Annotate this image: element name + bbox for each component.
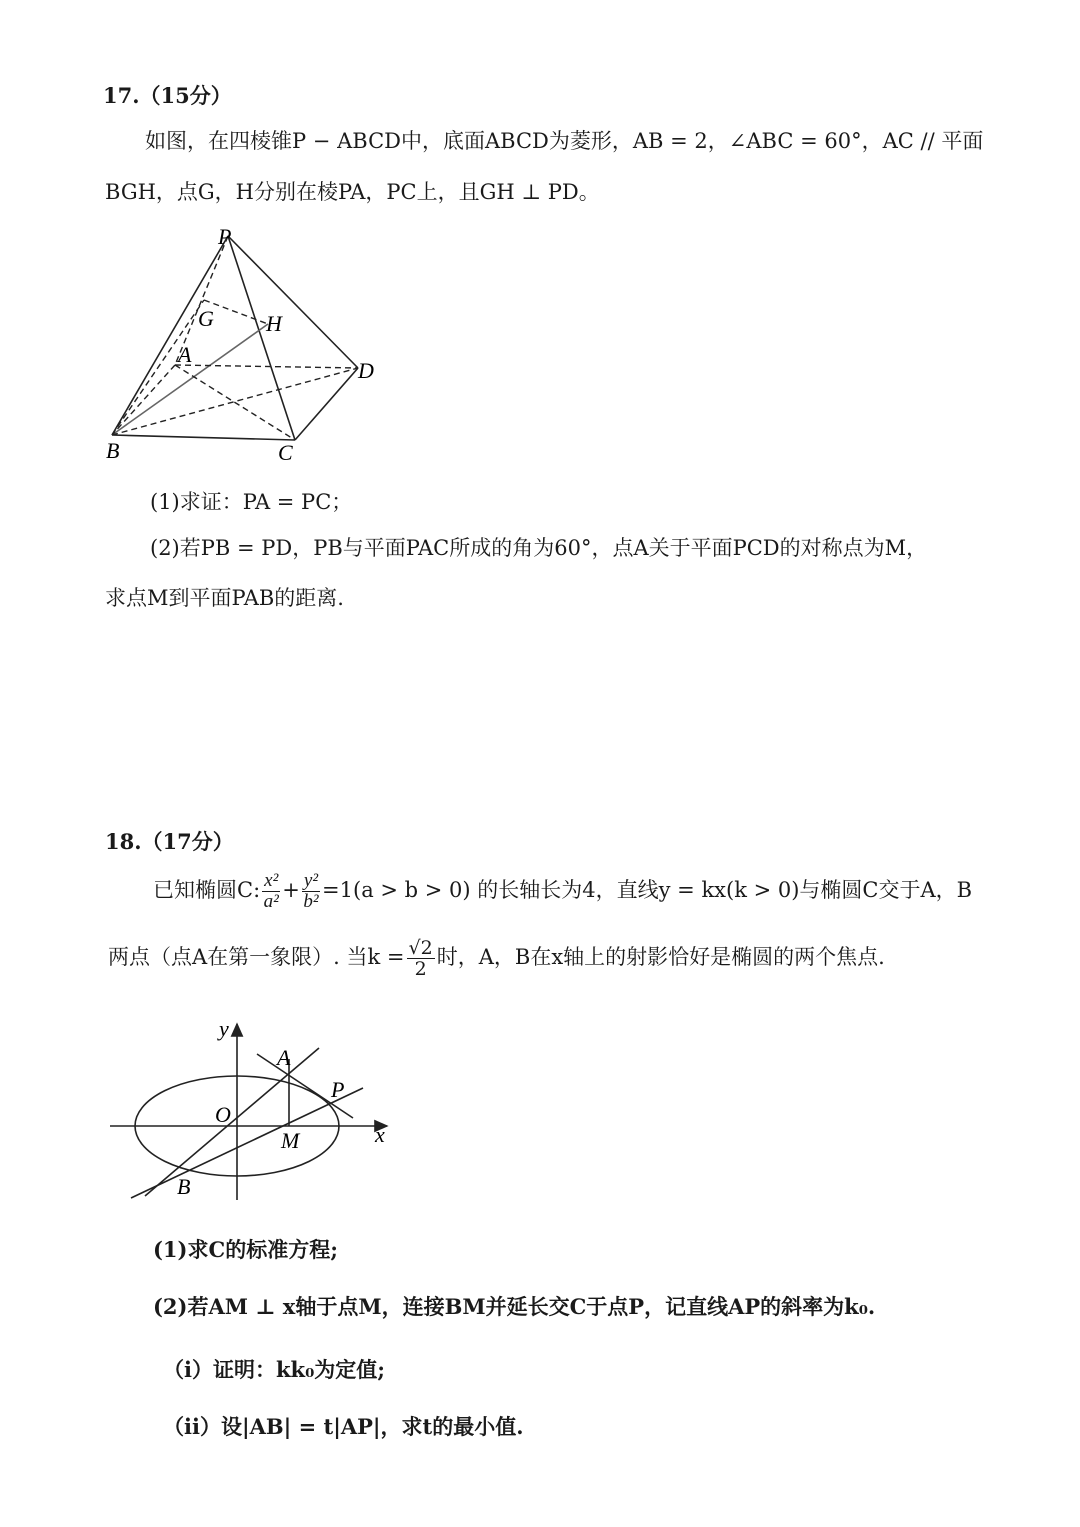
q18-stem-pre: 已知椭圆C: bbox=[153, 878, 261, 902]
q18-sub-i: （i）证明：kk₀为定值; bbox=[163, 1357, 386, 1382]
label-G: G bbox=[198, 306, 214, 331]
label-C: C bbox=[278, 440, 293, 465]
fraction-y2-b2 bbox=[302, 871, 320, 912]
q18-stem-post: =1(a > b > 0) 的长轴长为4，直线y = kx(k > 0)与椭圆C交于A，B bbox=[322, 878, 973, 902]
q18-stem-line2 bbox=[108, 932, 885, 982]
label-A: A bbox=[277, 1045, 291, 1070]
label-M: M bbox=[281, 1128, 300, 1153]
label-B: B bbox=[177, 1174, 191, 1199]
label-H: H bbox=[266, 311, 282, 336]
q17-part2-line1: (2)若PB = PD，PB与平面PAC所成的角为60°，点A关于平面PCD的对称点为M， bbox=[150, 536, 928, 560]
edge-CD bbox=[295, 368, 358, 440]
q17-stem-line2: BGH，点G，H分别在棱PA，PC上，且GH ⊥ PD。 bbox=[105, 180, 600, 204]
segment-BG bbox=[112, 300, 204, 435]
q17-stem-line1: 如图，在四棱锥P − ABCD中，底面ABCD为菱形，AB = 2，∠ABC = 60°，AC // 平面 bbox=[145, 129, 984, 153]
frac1-denominator: a² bbox=[263, 891, 279, 912]
q17-header: 17.（15分） bbox=[103, 83, 232, 108]
q18-stem-line1 bbox=[153, 868, 972, 912]
diag-AC bbox=[175, 365, 295, 440]
frac3-denominator: 2 bbox=[414, 958, 427, 980]
edge-PD bbox=[228, 236, 358, 368]
edge-AD bbox=[175, 365, 358, 368]
edge-BC bbox=[112, 435, 295, 440]
frac3-numerator: √2 bbox=[408, 937, 433, 959]
q18-line2-pre: 两点（点A在第一象限）. 当k = bbox=[108, 945, 405, 969]
q18-header: 18.（17分） bbox=[105, 829, 234, 854]
q17-part2-line2: 求点M到平面PAB的距离. bbox=[105, 586, 344, 610]
label-B: B bbox=[106, 438, 120, 463]
q18-line2-post: 时，A，B在x轴上的射影恰好是椭圆的两个焦点. bbox=[436, 945, 885, 969]
label-y: y bbox=[219, 1016, 229, 1041]
q18-sub-ii: （ii）设|AB| = t|AP|，求t的最小值. bbox=[163, 1414, 524, 1439]
edge-AB bbox=[112, 365, 175, 435]
label-O: O bbox=[215, 1102, 231, 1127]
q18-part1: (1)求C的标准方程; bbox=[153, 1237, 338, 1262]
fraction-sqrt2-over-2 bbox=[407, 938, 435, 979]
q18-part2: (2)若AM ⊥ x轴于点M，连接BM并延长交C于点P，记直线AP的斜率为k₀. bbox=[153, 1294, 876, 1319]
label-P: P bbox=[218, 224, 232, 249]
line-BP bbox=[131, 1088, 363, 1198]
label-P: P bbox=[331, 1077, 345, 1102]
plus-sign: + bbox=[282, 878, 300, 902]
frac2-numerator: y² bbox=[303, 870, 319, 891]
pyramid-figure bbox=[100, 220, 400, 470]
edge-PC bbox=[228, 236, 295, 440]
ellipse-figure bbox=[105, 1010, 405, 1205]
frac1-numerator: x² bbox=[264, 870, 279, 891]
label-A: A bbox=[178, 342, 192, 367]
edge-PB bbox=[112, 236, 228, 435]
label-D: D bbox=[358, 358, 374, 383]
label-x: x bbox=[375, 1122, 385, 1147]
frac2-denominator: b² bbox=[303, 891, 319, 912]
fraction-x2-a2 bbox=[262, 871, 280, 912]
q17-part1: (1)求证：PA = PC； bbox=[150, 490, 353, 514]
diag-BD bbox=[112, 368, 358, 435]
segment-BH bbox=[112, 324, 268, 435]
